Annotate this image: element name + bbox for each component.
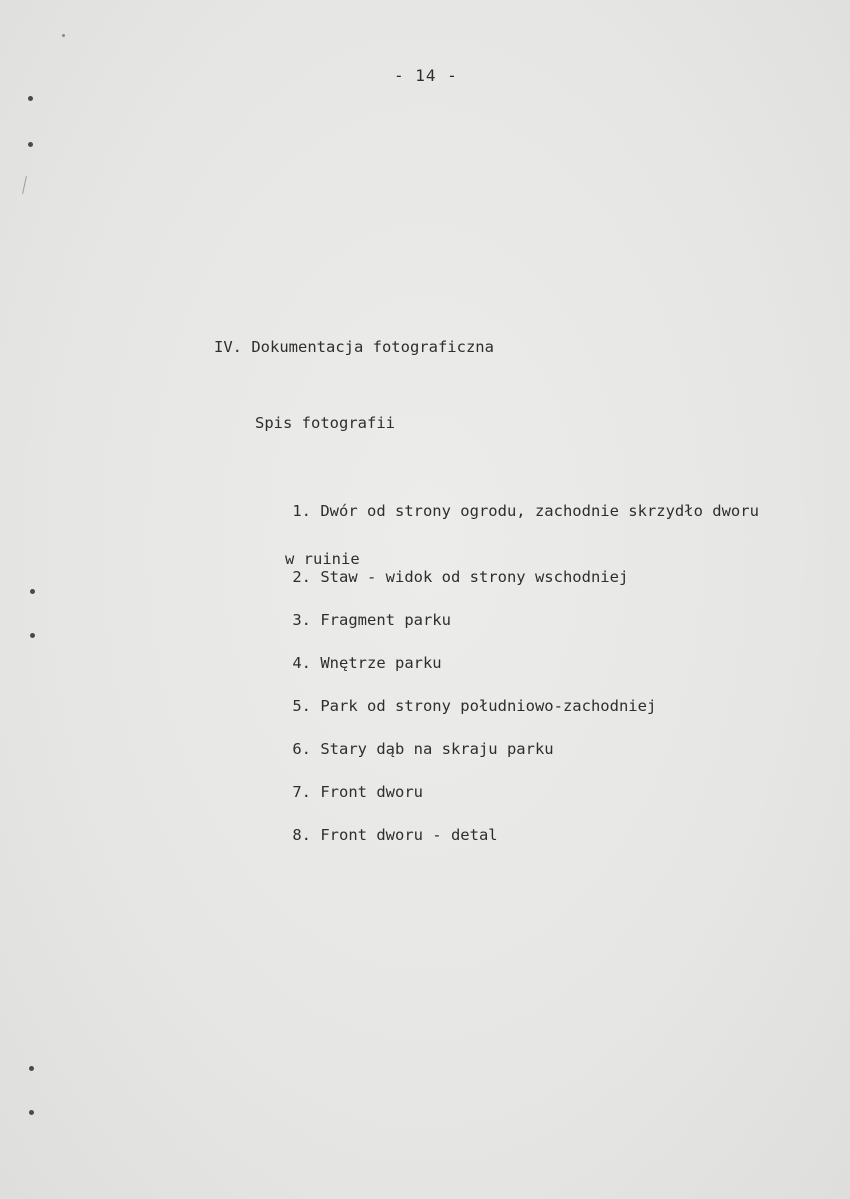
photo-item-continuation: w ruinie xyxy=(285,550,360,568)
photo-item-number: 1. xyxy=(292,502,311,520)
photo-item-text: Fragment parku xyxy=(320,611,451,629)
photo-item-text: Dwór od strony ogrodu, zachodnie skrzydło dworu xyxy=(320,502,759,520)
photo-item-number: 4. xyxy=(292,654,311,672)
photo-item-number: 8. xyxy=(292,826,311,844)
binder-hole-mark xyxy=(30,589,35,594)
scan-speck xyxy=(62,34,65,37)
photo-item-text: Stary dąb na skraju parku xyxy=(320,740,554,758)
binder-hole-mark xyxy=(30,633,35,638)
photo-item-number: 7. xyxy=(292,783,311,801)
binder-hole-mark xyxy=(28,96,33,101)
binder-hole-mark xyxy=(29,1066,34,1071)
photo-item-text: Park od strony południowo-zachodniej xyxy=(320,697,657,715)
photo-item-text: Wnętrze parku xyxy=(320,654,442,672)
photo-item-text: Front dworu xyxy=(320,783,423,801)
binder-hole-mark xyxy=(28,142,33,147)
photo-item-number: 5. xyxy=(292,697,311,715)
photo-item-text: Staw - widok od strony wschodniej xyxy=(320,568,629,586)
page-number: - 14 - xyxy=(394,66,458,85)
scan-hairline xyxy=(22,176,27,194)
photo-list-item xyxy=(255,799,498,871)
section-heading: IV. Dokumentacja fotograficzna xyxy=(214,338,494,356)
photo-item-number: 6. xyxy=(292,740,311,758)
binder-hole-mark xyxy=(29,1110,34,1115)
photo-item-number: 3. xyxy=(292,611,311,629)
photo-item-text: Front dworu - detal xyxy=(320,826,498,844)
photo-list-title: Spis fotografii xyxy=(255,414,395,432)
photo-item-number: 2. xyxy=(292,568,311,586)
